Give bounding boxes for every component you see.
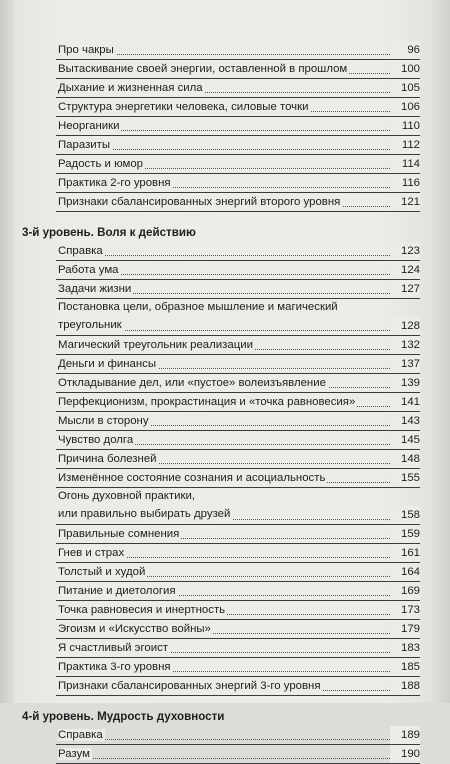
dot-leader — [58, 758, 390, 759]
toc-entry-title: Признаки сбалансированных энергий второго уровня — [58, 196, 341, 208]
toc-entry-title: Причина болезней — [58, 453, 157, 465]
toc-entry — [20, 726, 420, 745]
toc-entry — [20, 582, 420, 601]
dot-leader — [58, 739, 390, 740]
dot-leader — [58, 255, 390, 256]
toc-entry — [20, 336, 420, 355]
toc-entry-title: Правильные сомнения — [58, 528, 180, 540]
toc-entry-title: Я счастливый эгоист — [58, 642, 168, 654]
toc-entry — [20, 620, 420, 639]
toc-entry — [20, 450, 420, 469]
toc-entry-title: Эгоизм и «Искусство войны» — [58, 623, 211, 635]
toc-entry-page: 189 — [390, 726, 420, 745]
toc-entry-title: Перфекционизм, прокрастинация и «точка равновесия» — [58, 396, 356, 408]
toc-entry-title: Откладывание дел, или «пустое» волеизъявление — [58, 377, 326, 389]
toc-entry-title: Питание и диетология — [58, 585, 176, 597]
toc-entry — [20, 193, 420, 212]
toc-entry-page: 139 — [390, 374, 420, 393]
toc-entry-title: Деньги и финансы — [58, 358, 157, 370]
toc-entry — [20, 544, 420, 563]
toc-entry-page: 100 — [390, 60, 420, 79]
toc-entry-title: Признаки сбалансированных энергий 3-го уровня — [58, 680, 321, 692]
table-of-contents — [20, 41, 420, 764]
toc-entry-page: 114 — [390, 155, 420, 174]
toc-entry-page: 143 — [390, 412, 420, 431]
toc-entry-page: 148 — [390, 450, 420, 469]
toc-entry-title: Точка равновесия и инертность — [58, 604, 226, 616]
toc-entry-title: Практика 3-го уровня — [58, 661, 171, 673]
toc-entry — [20, 431, 420, 450]
toc-entry-title: Справка — [58, 729, 103, 741]
page-gutter — [0, 0, 14, 703]
toc-entry-title: Вытаскивание своей энергии, оставленной в прошлом — [58, 63, 348, 75]
toc-entry — [20, 280, 420, 299]
toc-entry-page: 161 — [390, 544, 420, 563]
section-heading-4: 4-й уровень. Мудрость духовности — [22, 710, 225, 723]
toc-entry-page: 188 — [390, 677, 420, 696]
section-heading-3: 3-й уровень. Воля к действию — [22, 226, 196, 239]
toc-entry-page: 132 — [390, 336, 420, 355]
toc-entry-title: Задачи жизни — [58, 283, 132, 295]
toc-entry-title: Изменённое состояние сознания и асоциальность — [58, 472, 326, 484]
toc-entry-page: 123 — [390, 242, 420, 261]
toc-entry-page: 141 — [390, 393, 420, 412]
toc-entry-page: 158 — [390, 506, 420, 525]
toc-entry — [20, 299, 420, 336]
toc-entry-title: Радость и юмор — [58, 158, 143, 170]
toc-entry-page: 110 — [390, 117, 420, 136]
toc-entry — [20, 393, 420, 412]
toc-entry-page: 112 — [390, 136, 420, 155]
toc-entry-title: Мысли в сторону — [58, 415, 149, 427]
toc-entry — [20, 41, 420, 60]
toc-entry — [20, 155, 420, 174]
toc-entry-title: Чувство долга — [58, 434, 134, 446]
toc-entry — [20, 374, 420, 393]
toc-entry-page: 179 — [390, 620, 420, 639]
toc-entry — [20, 639, 420, 658]
toc-entry-title-cont: или правильно выбирать друзей — [58, 507, 231, 520]
toc-entry — [20, 136, 420, 155]
toc-entry — [20, 601, 420, 620]
toc-entry — [20, 60, 420, 79]
toc-entry-title: Справка — [58, 245, 103, 257]
toc-entry — [20, 658, 420, 677]
toc-entry-title: Гнев и страх — [58, 547, 125, 559]
toc-entry-page: 127 — [390, 280, 420, 299]
toc-entry — [20, 174, 420, 193]
toc-entry-title: Постановка цели, образное мышление и магический — [58, 301, 338, 313]
toc-entry-page: 137 — [390, 355, 420, 374]
toc-entry — [20, 261, 420, 280]
toc-entry-title: Разум — [58, 748, 90, 760]
toc-entry-title: Практика 2-го уровня — [58, 177, 171, 189]
toc-entry-title: Работа ума — [58, 264, 119, 276]
toc-entry-title-cont: треугольник — [58, 318, 122, 331]
toc-entry — [20, 525, 420, 544]
toc-entry — [20, 677, 420, 696]
toc-entry-page: 164 — [390, 563, 420, 582]
toc-entry-title: Неорганики — [58, 120, 120, 132]
toc-entry-title: Паразиты — [58, 139, 111, 151]
toc-entry-page: 124 — [390, 261, 420, 280]
toc-entry-title: Магический треугольник реализации — [58, 339, 253, 351]
toc-entry-page: 106 — [390, 98, 420, 117]
toc-entry-page: 185 — [390, 658, 420, 677]
toc-entry-page: 190 — [390, 745, 420, 764]
toc-entry-title: Огонь духовной практики, — [58, 490, 195, 502]
toc-entry-title: Толстый и худой — [58, 566, 146, 578]
toc-entry-page: 96 — [390, 41, 420, 60]
toc-entry — [20, 79, 420, 98]
toc-entry — [20, 355, 420, 374]
toc-entry-page: 169 — [390, 582, 420, 601]
toc-entry-page: 105 — [390, 79, 420, 98]
toc-entry-page: 145 — [390, 431, 420, 450]
entry-underline — [56, 695, 420, 696]
toc-entry-page: 183 — [390, 639, 420, 658]
toc-entry-title: Структура энергетики человека, силовые точки — [58, 101, 309, 113]
toc-entry — [20, 745, 420, 764]
entry-underline — [56, 211, 420, 212]
toc-entry — [20, 488, 420, 525]
toc-entry — [20, 242, 420, 261]
toc-entry-page: 116 — [390, 174, 420, 193]
toc-entry — [20, 563, 420, 582]
toc-entry-page: 155 — [390, 469, 420, 488]
toc-entry — [20, 469, 420, 488]
toc-entry-page: 121 — [390, 193, 420, 212]
toc-entry-page: 173 — [390, 601, 420, 620]
toc-entry-page: 128 — [390, 317, 420, 336]
toc-entry-page: 159 — [390, 525, 420, 544]
toc-entry — [20, 98, 420, 117]
toc-entry — [20, 412, 420, 431]
toc-entry-title: Про чакры — [58, 44, 114, 56]
toc-entry-title: Дыхание и жизненная сила — [58, 82, 203, 94]
toc-entry — [20, 117, 420, 136]
